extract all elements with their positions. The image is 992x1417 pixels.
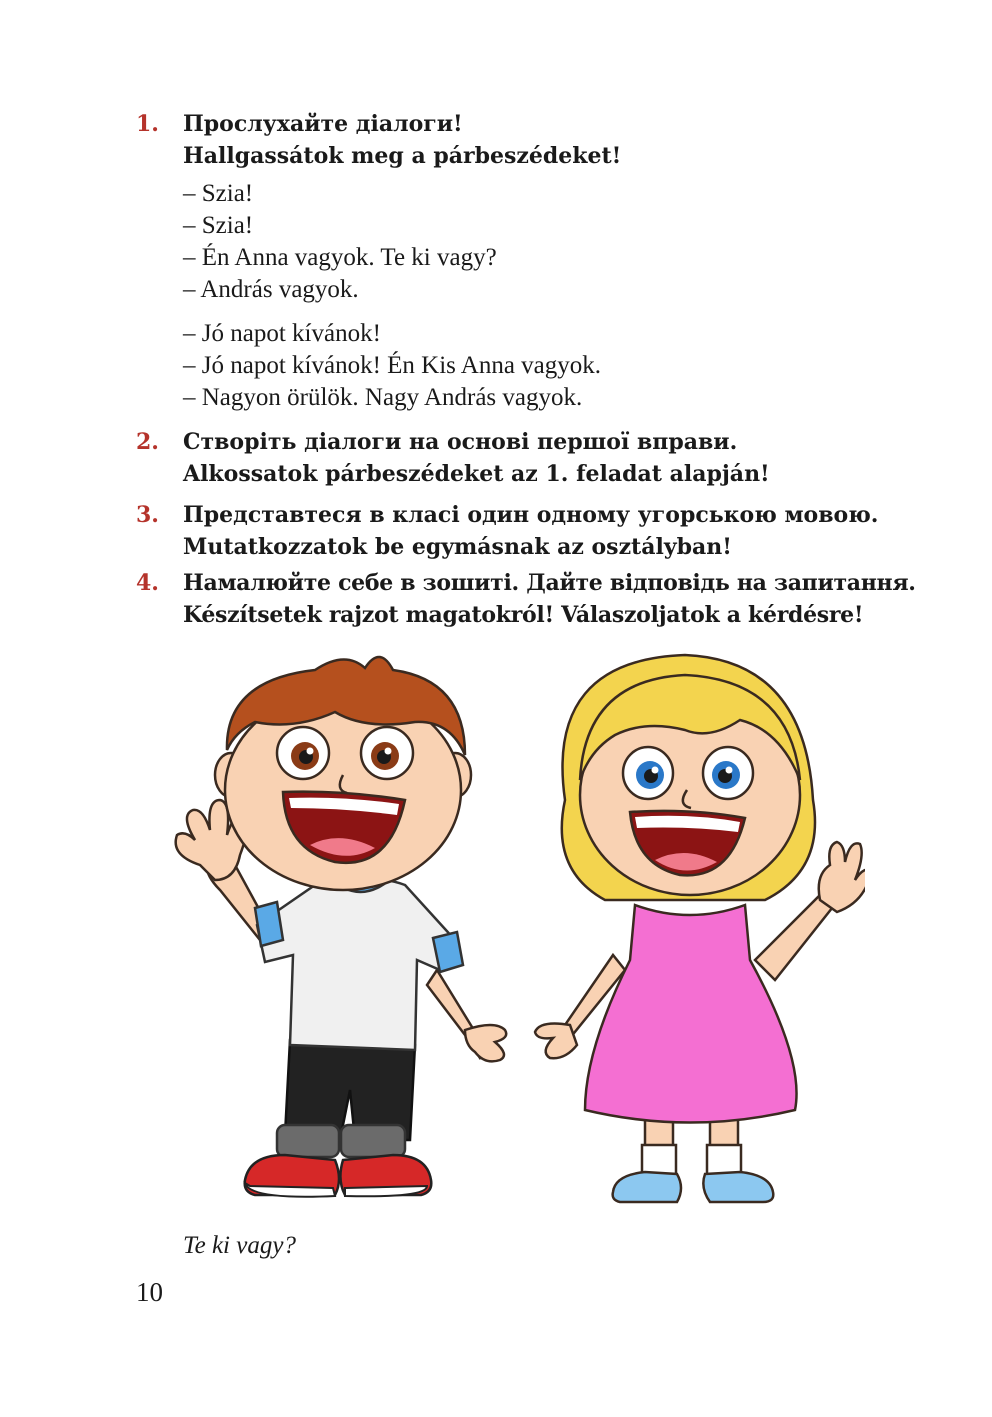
task-2: [136, 426, 932, 490]
task-instruction-hu: Mutatkozzatok be egymásnak az osztályban!: [183, 534, 732, 560]
task-instruction-uk: Представтеся в класі один одному угорською мовою.: [183, 502, 879, 528]
task-4: [136, 567, 932, 631]
task-instruction-uk: Прослухайте діалоги!: [183, 111, 463, 137]
dialog-2: [183, 318, 601, 414]
dialog-line: – Szia!: [183, 212, 254, 239]
task-instruction-uk: Намалюйте себе в зошиті. Дайте відповідь на запитання.: [183, 570, 916, 596]
task-instruction-hu: Készítsetek rajzot magatokról! Válaszoljatok a kérdésre!: [183, 602, 864, 628]
dialog-line: – Jó napot kívánok!: [183, 320, 381, 347]
task-number: 2.: [136, 429, 159, 455]
dialog-line: – Szia!: [183, 180, 254, 207]
dialog-line: – Én Anna vagyok. Te ki vagy?: [183, 244, 497, 271]
task-3: [136, 499, 932, 563]
task-number: 1.: [136, 111, 159, 137]
page-number: 10: [136, 1277, 163, 1307]
girl-figure: [535, 655, 865, 1202]
task-instruction-hu: Hallgassátok meg a párbeszédeket!: [183, 143, 622, 169]
task-1: [136, 108, 932, 172]
illustration-caption: Te ki vagy?: [183, 1232, 296, 1259]
dialog-line: – Nagyon örülök. Nagy András vagyok.: [183, 384, 583, 411]
task-number: 3.: [136, 502, 159, 528]
dialog-line: – András vagyok.: [183, 276, 359, 303]
task-instruction-hu: Alkossatok párbeszédeket az 1. feladat alapján!: [183, 461, 770, 487]
task-number: 4.: [136, 570, 159, 596]
dialog-line: – Jó napot kívánok! Én Kis Anna vagyok.: [183, 352, 602, 379]
children-illustration: [165, 640, 865, 1230]
dialog-1: [183, 178, 497, 306]
boy-figure: [176, 657, 507, 1197]
task-instruction-uk: Створіть діалоги на основі першої вправи.: [183, 429, 738, 455]
